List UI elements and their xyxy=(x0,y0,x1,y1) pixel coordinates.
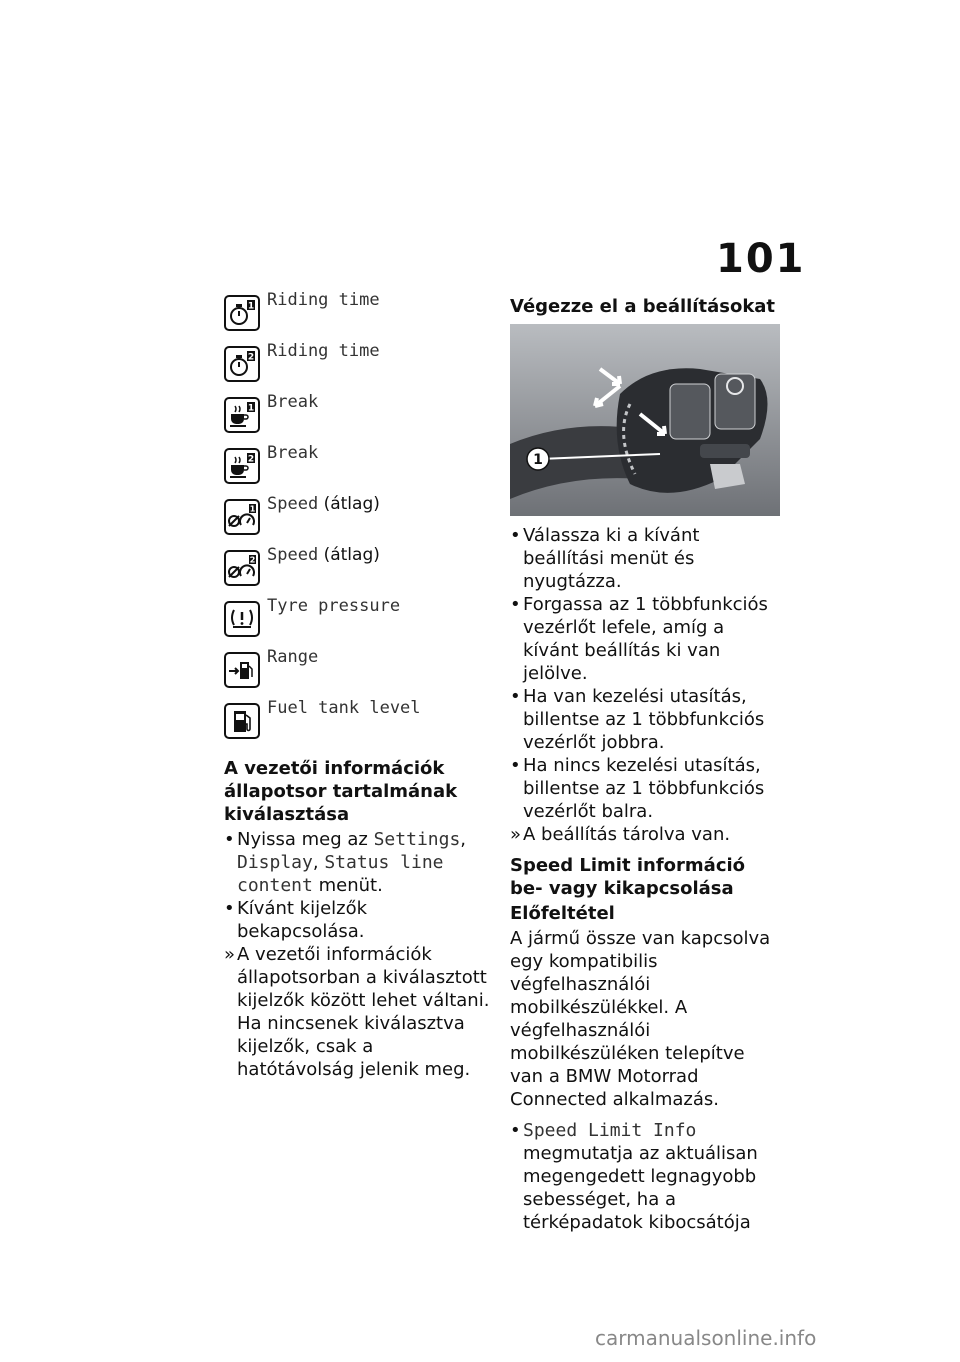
step-text: megmutatja az aktuálisan megengedett legnagyobb sebességet, ha a térképadatok kibocsátója xyxy=(523,1143,758,1233)
step-text: Ha van kezelési utasítás, billentse az 1 többfunkciós vezérlőt jobbra. xyxy=(523,686,765,753)
step-text: Forgassa az 1 többfunkciós vezérlőt lefele, amíg a kívánt beállítás ki van jelölve. xyxy=(523,594,768,684)
bullet-mark: • xyxy=(510,1120,521,1141)
coffee-cup-2-icon xyxy=(224,448,260,484)
icon-label: Speed xyxy=(267,545,319,565)
icon-row xyxy=(224,443,484,494)
instruction-step xyxy=(510,524,782,593)
tyre-pressure-icon xyxy=(224,601,260,637)
stopwatch-1-icon xyxy=(224,295,260,331)
result-mark: » xyxy=(224,944,236,965)
bullet-mark: • xyxy=(224,898,235,919)
svg-text:2: 2 xyxy=(247,454,255,465)
svg-text:1: 1 xyxy=(247,301,255,312)
separator: , xyxy=(312,852,325,873)
icon-row xyxy=(224,545,484,596)
left-column xyxy=(224,757,494,1081)
icon-row xyxy=(224,392,484,443)
stopwatch-2-icon xyxy=(224,346,260,382)
svg-text:1: 1 xyxy=(247,403,255,414)
icon-row xyxy=(224,290,484,341)
icon-row xyxy=(224,596,484,647)
menu-path-speed-limit: Speed Limit Info xyxy=(523,1120,697,1141)
coffee-cup-1-icon xyxy=(224,397,260,433)
icon-label: Riding time xyxy=(267,290,380,310)
fuel-pump-icon xyxy=(224,703,260,739)
instruction-step xyxy=(510,593,782,685)
menu-path-settings: Settings xyxy=(373,829,461,850)
instruction-step xyxy=(224,828,494,897)
result-text: A beállítás tárolva van. xyxy=(523,824,731,845)
icon-row xyxy=(224,698,484,749)
step-text: menüt. xyxy=(312,875,383,896)
bullet-mark: • xyxy=(510,594,521,615)
step-text: Nyissa meg az xyxy=(237,829,374,850)
section-heading: Speed Limit információ be- vagy kikapcsolása xyxy=(510,855,746,899)
step-text: Kívánt kijelzők bekapcsolása. xyxy=(237,898,368,942)
instruction-result xyxy=(510,823,782,846)
instruction-step xyxy=(224,897,494,943)
bullet-mark: • xyxy=(224,829,235,850)
bullet-mark: • xyxy=(510,686,521,707)
menu-path-display: Display xyxy=(237,852,313,873)
instruction-step xyxy=(510,685,782,754)
svg-text:2: 2 xyxy=(249,555,256,565)
icon-label: Tyre pressure xyxy=(267,596,401,616)
page-number: 101 xyxy=(716,236,806,282)
icon-row xyxy=(224,647,484,698)
instruction-step xyxy=(510,1119,782,1234)
svg-text:2: 2 xyxy=(247,352,255,363)
icon-label: Riding time xyxy=(267,341,380,361)
separator: , xyxy=(460,829,467,850)
prerequisite-text: A jármű össze van kapcsolva egy kompatibilis végfelhasználói mobilkészülékkel. A végfelhasználói mobilkészüléken telepítve van a BMW Motorrad Connected alkalmazás. xyxy=(510,928,771,1110)
status-icon-list xyxy=(224,290,484,749)
step-text: Ha nincs kezelési utasítás, billentse az 1 többfunkciós vezérlőt balra. xyxy=(523,755,765,822)
result-mark: » xyxy=(510,824,522,845)
icon-row xyxy=(224,494,484,545)
instruction-result xyxy=(224,943,494,1081)
icon-label: Break xyxy=(267,443,319,463)
bullet-mark: • xyxy=(510,525,521,546)
prerequisite-title: Előfeltétel xyxy=(510,903,615,924)
icon-label: Fuel tank level xyxy=(267,698,421,718)
average-speed-1-icon xyxy=(224,499,260,535)
icon-row xyxy=(224,341,484,392)
photo-callout-label: 1 xyxy=(533,452,543,468)
section-heading: A vezetői információk állapotsor tartalmának kiválasztása xyxy=(224,758,458,825)
icon-label-suffix: (átlag) xyxy=(318,545,380,565)
handlebar-control-photo xyxy=(510,324,780,516)
icon-label-suffix: (átlag) xyxy=(318,494,380,514)
step-text: Válassza ki a kívánt beállítási menüt és nyugtázza. xyxy=(523,525,700,592)
result-text: A vezetői információk állapotsorban a kiválasztott kijelzők között lehet váltani. Ha nincsenek kiválasztva kijelzők, csak a hatótávolság jelenik meg. xyxy=(237,944,490,1080)
icon-label: Range xyxy=(267,647,319,667)
range-icon xyxy=(224,652,260,688)
instruction-step xyxy=(510,754,782,823)
icon-label: Speed xyxy=(267,494,319,514)
svg-text:1: 1 xyxy=(249,504,256,514)
section-heading: Végezze el a beállításokat xyxy=(510,296,776,317)
watermark: carmanualsonline.info xyxy=(595,1326,817,1350)
average-speed-2-icon xyxy=(224,550,260,586)
bullet-mark: • xyxy=(510,755,521,776)
menu-path-status-line: Status line content xyxy=(237,852,444,896)
icon-label: Break xyxy=(267,392,319,412)
right-column xyxy=(510,295,782,1234)
